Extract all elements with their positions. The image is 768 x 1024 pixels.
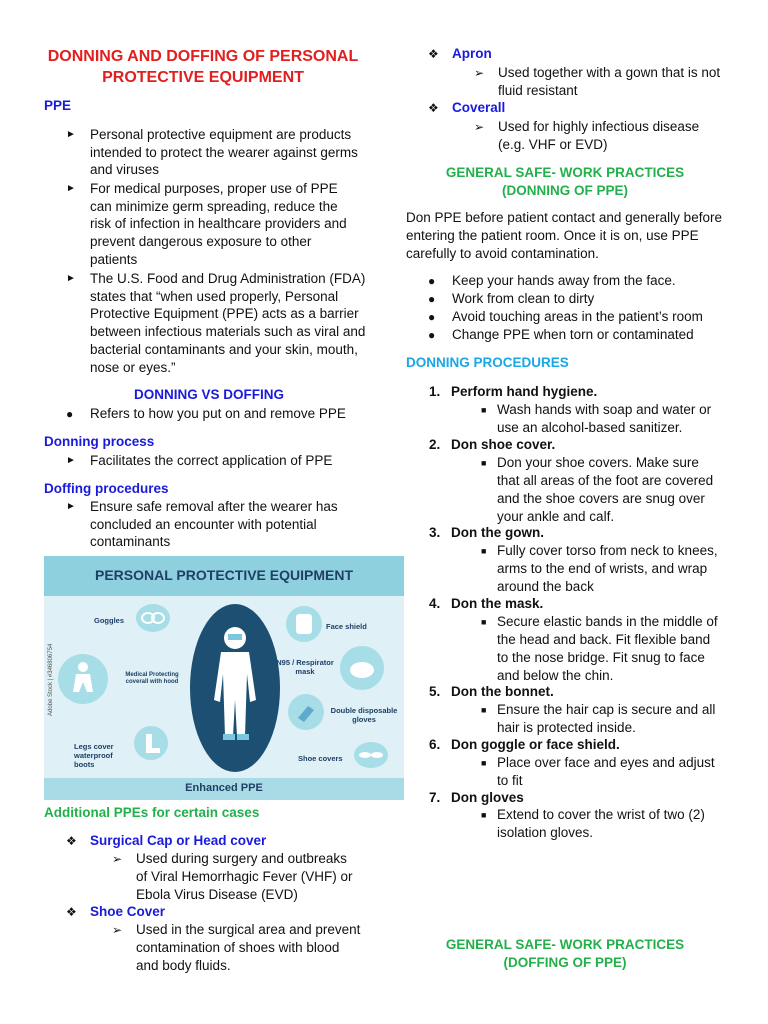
goggles-icon xyxy=(136,604,170,632)
donning-step-desc: ■ Fully cover torso from neck to knees, arms to the end of wrists, and wrap around the back xyxy=(481,543,718,594)
donning-step-title: 1. Perform hand hygiene. xyxy=(429,384,598,399)
shoe-covers-icon xyxy=(354,742,388,768)
square-bullet-icon: ■ xyxy=(481,810,487,820)
general-donning-point: ● Keep your hands away from the face. xyxy=(428,273,676,288)
infographic-footer: Enhanced PPE xyxy=(44,778,404,800)
additional-item-desc: ➢ Used in the surgical area and prevent contamination of shoes with blood and body fluids. xyxy=(112,922,361,973)
dot-bullet-icon: ● xyxy=(428,310,436,324)
triangle-bullet-icon: ► xyxy=(66,183,76,194)
dot-bullet-icon: ● xyxy=(428,274,436,288)
donning-step-title: 4. Don the mask. xyxy=(429,596,544,611)
donning-step-title: 2. Don shoe cover. xyxy=(429,437,556,452)
coverall-small-icon xyxy=(58,654,108,704)
face-shield-label: Face shield xyxy=(326,622,367,631)
general-donning-point: ● Work from clean to dirty xyxy=(428,291,595,306)
diamond-bullet-icon: ❖ xyxy=(428,101,439,115)
donning-process-point: ► Facilitates the correct application of PPE xyxy=(66,453,333,468)
additional-item-name: ❖ Coverall xyxy=(428,100,506,115)
donning-step-title: 5. Don the bonnet. xyxy=(429,684,554,699)
ppe-point: ► Personal protective equipment are products intended to protect the wearer against germs and viruses xyxy=(66,127,358,178)
additional-item-desc: ➢ Used for highly infectious disease (e.g. VHF or EVD) xyxy=(474,119,700,152)
arrow-bullet-icon: ➢ xyxy=(474,66,485,80)
boots-label: Legs cover waterproof boots xyxy=(74,742,114,769)
watermark: Adobe Stock | #346806754 xyxy=(48,643,54,716)
n95-mask-icon xyxy=(340,646,384,690)
ppe-infographic xyxy=(44,556,404,800)
general-donning-point: ● Change PPE when torn or contaminated xyxy=(428,327,694,342)
square-bullet-icon: ■ xyxy=(481,758,487,768)
ppe-point: ► The U.S. Food and Drug Administration (FDA) states that “when used properly, Personal Protective Equipment (PPE) acts as a barrier between infectious materials such as viral and bacterial contaminants and your skin, mouth, nose or eyes.” xyxy=(66,271,366,375)
arrow-bullet-icon: ➢ xyxy=(112,852,123,866)
coverall-figure-icon xyxy=(190,604,280,772)
ppe-point: ► For medical purposes, proper use of PPE can minimize germ spreading, reduce the risk of infection in healthcare providers and prevent dangerous exposure to other patients xyxy=(66,181,347,267)
dot-bullet-icon: ● xyxy=(428,328,436,342)
dot-bullet-icon: ● xyxy=(428,292,436,306)
diamond-bullet-icon: ❖ xyxy=(66,834,77,848)
donning-step-desc: ■ Extend to cover the wrist of two (2) isolation gloves. xyxy=(481,807,705,840)
shoe-covers-label: Shoe covers xyxy=(298,754,343,763)
additional-item-desc: ➢ Used during surgery and outbreaks of Viral Hemorrhagic Fever (VHF) or Ebola Virus Disease (EVD) xyxy=(112,851,353,902)
donning-step-desc: ■ Don your shoe covers. Make sure that all areas of the foot are covered and the shoe covers are snug over your ankle and calf. xyxy=(481,455,714,524)
page-title: DONNING AND DOFFING OF PERSONAL PROTECTIVE EQUIPMENT xyxy=(47,48,359,86)
gloves-icon xyxy=(288,694,324,730)
donning-vs-doffing-heading: DONNING VS DOFFING xyxy=(133,387,284,402)
goggles-label: Goggles xyxy=(94,616,125,625)
square-bullet-icon: ■ xyxy=(481,458,487,468)
donning-step-desc: ■ Place over face and eyes and adjust to fit xyxy=(481,755,715,788)
additional-ppe-heading: Additional PPEs for certain cases xyxy=(44,805,260,820)
diamond-bullet-icon: ❖ xyxy=(428,47,439,61)
ppe-heading: PPE xyxy=(44,98,72,113)
dot-bullet-icon: ● xyxy=(66,407,74,421)
donning-step-desc: ■ Ensure the hair cap is secure and all hair is protected inside. xyxy=(481,702,716,735)
general-donning-point: ● Avoid touching areas in the patient’s room xyxy=(428,309,703,324)
square-bullet-icon: ■ xyxy=(481,617,487,627)
infographic-title: PERSONAL PROTECTIVE EQUIPMENT xyxy=(95,567,353,583)
triangle-bullet-icon: ► xyxy=(66,273,76,284)
square-bullet-icon: ■ xyxy=(481,705,487,715)
triangle-bullet-icon: ► xyxy=(66,501,76,512)
diamond-bullet-icon: ❖ xyxy=(66,905,77,919)
doffing-procedures-heading: Doffing procedures xyxy=(44,481,169,496)
additional-item-name: ❖ Apron xyxy=(428,46,492,61)
donning-procedures-heading: DONNING PROCEDURES xyxy=(406,355,569,370)
additional-item-name: ❖ Surgical Cap or Head cover xyxy=(66,833,267,848)
square-bullet-icon: ■ xyxy=(481,546,487,556)
arrow-bullet-icon: ➢ xyxy=(112,923,123,937)
donning-step-title: 7. Don gloves xyxy=(429,790,524,805)
donning-vs-doffing-point: ● Refers to how you put on and remove PPE xyxy=(66,406,346,421)
square-bullet-icon: ■ xyxy=(481,405,487,415)
arrow-bullet-icon: ➢ xyxy=(474,120,485,134)
additional-item-name: ❖ Shoe Cover xyxy=(66,904,166,919)
coverall-label: Medical Protecting coverall with hood xyxy=(125,672,179,685)
general-doffing-heading: GENERAL SAFE- WORK PRACTICES (DOFFING OF PPE) xyxy=(445,937,685,970)
boots-icon xyxy=(134,726,168,760)
infographic-banner xyxy=(44,556,404,596)
n95-label: N95 / Respirator mask xyxy=(276,658,334,676)
additional-item-desc: ➢ Used together with a gown that is not fluid resistant xyxy=(474,65,721,98)
general-donning-heading: GENERAL SAFE- WORK PRACTICES (DONNING OF PPE) xyxy=(445,165,685,198)
gloves-label: Double disposable gloves xyxy=(330,706,398,724)
triangle-bullet-icon: ► xyxy=(66,455,76,466)
triangle-bullet-icon: ► xyxy=(66,129,76,140)
face-shield-icon xyxy=(286,606,322,642)
donning-step-desc: ■ Wash hands with soap and water or use an alcohol-based sanitizer. xyxy=(481,402,712,435)
donning-step-title: 6. Don goggle or face shield. xyxy=(429,737,620,752)
donning-step-desc: ■ Secure elastic bands in the middle of the head and back. Fit flexible band to the nose bridge. Fit snug to face and below the chin. xyxy=(481,614,718,683)
general-donning-intro: Don PPE before patient contact and generally before entering the patient room. Once it is on, use PPE carefully to avoid contamination. xyxy=(406,210,722,261)
donning-process-heading: Donning process xyxy=(44,434,155,449)
doffing-procedures-point: ► Ensure safe removal after the wearer has concluded an encounter with potential contaminants xyxy=(66,499,338,550)
donning-step-title: 3. Don the gown. xyxy=(429,525,544,540)
